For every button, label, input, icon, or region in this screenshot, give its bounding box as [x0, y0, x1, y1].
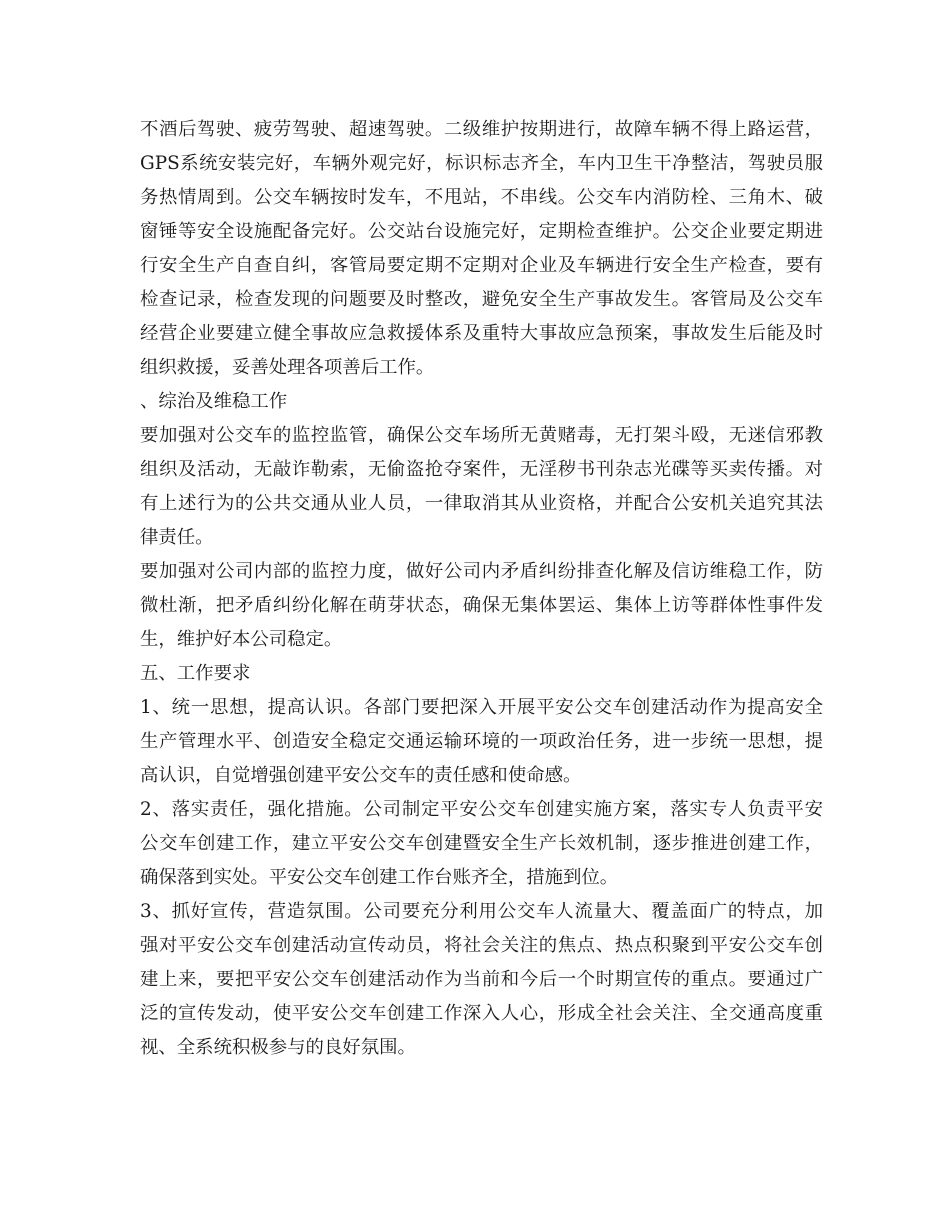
- paragraph-line: 生，维护好本公司稳定。: [140, 629, 343, 650]
- paragraph-line: 1、统一思想，提高认识。各部门要把深入开展平安公交车创建活动作为提高安全: [140, 697, 823, 718]
- paragraph-line: 经营企业要建立健全事故应急救援体系及重特大事故应急预案，事故发生后能及时: [140, 323, 823, 344]
- paragraph-line: 高认识，自觉增强创建平安公交车的责任感和使命感。: [140, 765, 582, 786]
- paragraph-line: 组织救援，妥善处理各项善后工作。: [140, 357, 435, 378]
- paragraph-line: 要加强对公交车的监控监管，确保公交车场所无黄赌毒，无打架斗殴，无迷信邪教: [140, 425, 823, 446]
- paragraph-line: 律责任。: [140, 527, 214, 548]
- paragraph-line: 务热情周到。公交车辆按时发车，不甩站，不串线。公交车内消防栓、三角木、破: [140, 187, 823, 208]
- paragraph-line: 2、落实责任，强化措施。公司制定平安公交车创建实施方案，落实专人负责平安: [140, 799, 823, 820]
- paragraph-line: 公交车创建工作，建立平安公交车创建暨安全生产长效机制，逐步推进创建工作，: [140, 833, 823, 854]
- paragraph-line: 不酒后驾驶、疲劳驾驶、超速驾驶。二级维护按期进行，故障车辆不得上路运营，: [140, 119, 823, 140]
- paragraph-line: 组织及活动，无敲诈勒索，无偷盗抢夺案件，无淫秽书刊杂志光碟等买卖传播。对: [140, 459, 823, 480]
- paragraph-line: 要加强对公司内部的监控力度，做好公司内矛盾纠纷排查化解及信访维稳工作，防: [140, 561, 823, 582]
- paragraph-line: 3、抓好宣传，营造氛围。公司要充分利用公交车人流量大、覆盖面广的特点，加: [140, 901, 823, 922]
- paragraph-line: 泛的宣传发动，使平安公交车创建工作深入人心，形成全社会关注、全交通高度重: [140, 1003, 823, 1024]
- paragraph-line: 微杜渐，把矛盾纠纷化解在萌芽状态，确保无集体罢运、集体上访等群体性事件发: [140, 595, 823, 616]
- paragraph-line: 确保落到实处。平安公交车创建工作台账齐全，措施到位。: [140, 867, 619, 888]
- section-heading: 五、工作要求: [140, 663, 251, 684]
- paragraph-line: 强对平安公交车创建活动宣传动员，将社会关注的焦点、热点积聚到平安公交车创: [140, 935, 823, 956]
- paragraph-line: 建上来，要把平安公交车创建活动作为当前和今后一个时期宣传的重点。要通过广: [140, 969, 823, 990]
- paragraph-line: 行安全生产自查自纠，客管局要定期不定期对企业及车辆进行安全生产检查，要有: [140, 255, 823, 276]
- paragraph-line: 生产管理水平、创造安全稳定交通运输环境的一项政治任务，进一步统一思想，提: [140, 731, 823, 752]
- paragraph-line: 窗锤等安全设施配备完好。公交站台设施完好，定期检查维护。公交企业要定期进: [140, 221, 823, 242]
- paragraph-line: GPS系统安装完好，车辆外观完好，标识标志齐全，车内卫生干净整洁，驾驶员服: [140, 153, 823, 174]
- section-heading: 、综治及维稳工作: [140, 391, 288, 412]
- paragraph-line: 视、全系统积极参与的良好氛围。: [140, 1037, 416, 1058]
- paragraph-line: 检查记录，检查发现的问题要及时整改，避免安全生产事故发生。客管局及公交车: [140, 289, 823, 310]
- paragraph-line: 有上述行为的公共交通从业人员，一律取消其从业资格，并配合公安机关追究其法: [140, 493, 823, 514]
